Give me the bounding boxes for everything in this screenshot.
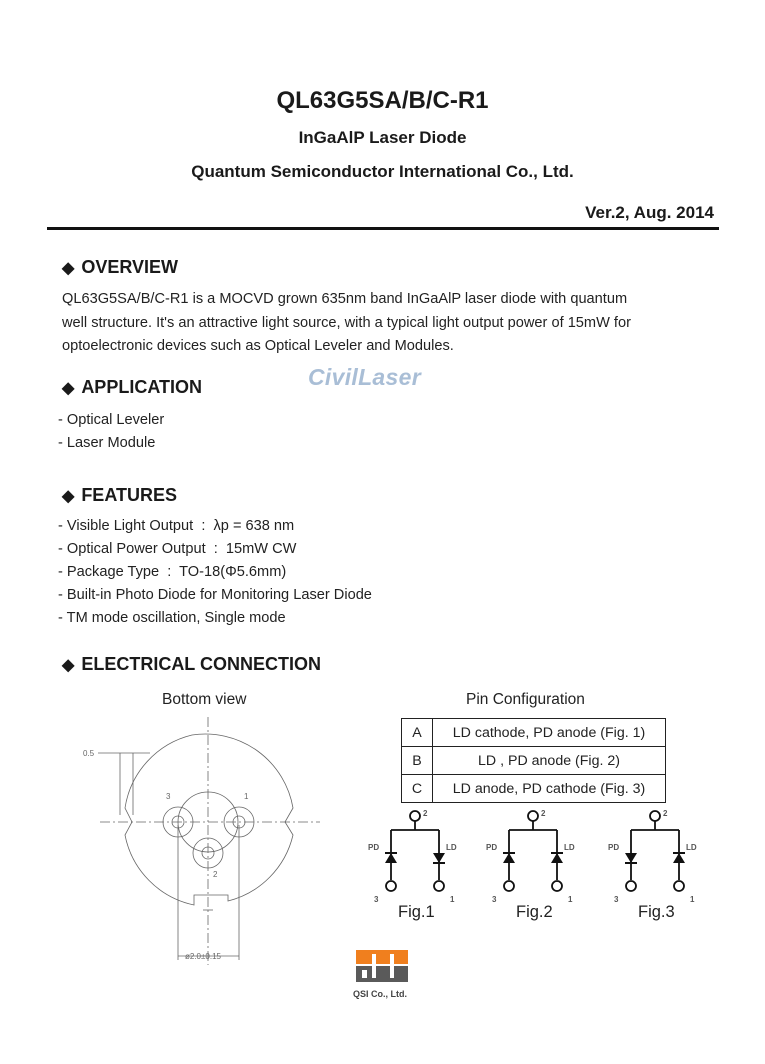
header-divider bbox=[47, 227, 719, 230]
ld-label: LD bbox=[564, 843, 575, 852]
pin-1-label: 1 bbox=[568, 895, 573, 904]
ld-diode-icon-triangle bbox=[673, 853, 685, 863]
overview-heading-text: OVERVIEW bbox=[81, 257, 179, 277]
pin-2-label: 2 bbox=[423, 809, 428, 818]
pin-config-table bbox=[401, 718, 666, 803]
circuit-fig-1 bbox=[360, 808, 470, 908]
pin-key: A bbox=[402, 719, 433, 747]
ld-diode-icon-triangle bbox=[433, 853, 445, 863]
application-heading bbox=[62, 377, 202, 398]
table-row bbox=[402, 747, 666, 775]
ld-label: LD bbox=[446, 843, 457, 852]
pin-1-label: 1 bbox=[450, 895, 455, 904]
diamond-bullet-icon: ◆ bbox=[62, 259, 75, 277]
dim-diameter-label: ø2.0±0.15 bbox=[185, 952, 221, 961]
list-item: - Optical Leveler bbox=[58, 412, 165, 428]
overview-line: well structure. It's an attractive light source, with a typical light output power of 15mW for bbox=[62, 314, 631, 331]
pin-2-label: 2 bbox=[663, 809, 668, 818]
list-item: - Built-in Photo Diode for Monitoring Laser Diode bbox=[58, 587, 372, 603]
pin-value: LD anode, PD cathode (Fig. 3) bbox=[433, 775, 666, 803]
list-item: - Laser Module bbox=[58, 435, 156, 451]
diamond-bullet-icon: ◆ bbox=[62, 379, 75, 397]
pin-value: LD cathode, PD anode (Fig. 1) bbox=[433, 719, 666, 747]
pin-3-label: 3 bbox=[614, 895, 619, 904]
document-subtitle: InGaAlP Laser Diode bbox=[298, 128, 467, 147]
pin-3-terminal bbox=[504, 881, 514, 891]
pin-key: C bbox=[402, 775, 433, 803]
ld-diode-icon-triangle bbox=[551, 853, 563, 863]
qsi-logo bbox=[352, 948, 412, 1006]
pd-label: PD bbox=[608, 843, 620, 852]
pin-label-2: 2 bbox=[213, 870, 218, 879]
features-list bbox=[58, 515, 372, 630]
document-title: QL63G5SA/B/C-R1 bbox=[276, 87, 489, 114]
pin-3-label: 3 bbox=[492, 895, 497, 904]
package-outline bbox=[125, 734, 293, 905]
pin-label-3: 3 bbox=[166, 792, 171, 801]
fig-2-label: Fig.2 bbox=[516, 903, 553, 921]
company-name: Quantum Semiconductor International Co., Ltd. bbox=[191, 162, 574, 181]
pin-2-label: 2 bbox=[541, 809, 546, 818]
bottom-view-caption: Bottom view bbox=[162, 691, 247, 708]
pin-label-1: 1 bbox=[244, 792, 249, 801]
pd-diode-icon-triangle bbox=[625, 853, 637, 863]
list-item: - Optical Power Output : 15mW CW bbox=[58, 541, 297, 557]
pin-value: LD , PD anode (Fig. 2) bbox=[433, 747, 666, 775]
features-heading bbox=[62, 485, 177, 506]
circuit-fig-3 bbox=[600, 808, 710, 908]
pin-2-terminal bbox=[528, 811, 538, 821]
pin-config-caption: Pin Configuration bbox=[466, 691, 585, 708]
pd-diode-icon-triangle bbox=[503, 853, 515, 863]
list-item: - TM mode oscillation, Single mode bbox=[58, 610, 286, 626]
electrical-heading bbox=[62, 654, 321, 675]
table-row bbox=[402, 719, 666, 747]
overview-heading bbox=[62, 257, 178, 278]
list-item: - Package Type : TO-18(Φ5.6mm) bbox=[58, 564, 287, 580]
dim-offset-label: 0.5 bbox=[83, 749, 95, 758]
pin-1-terminal bbox=[434, 881, 444, 891]
pd-diode-icon-triangle bbox=[385, 853, 397, 863]
application-heading-text: APPLICATION bbox=[81, 377, 202, 397]
diamond-bullet-icon: ◆ bbox=[62, 487, 75, 505]
pin-1-terminal bbox=[552, 881, 562, 891]
pd-label: PD bbox=[368, 843, 380, 852]
pin-3-label: 3 bbox=[374, 895, 379, 904]
qsi-logo-icon bbox=[352, 948, 412, 984]
table-row bbox=[402, 775, 666, 803]
list-item: - Visible Light Output : λp = 638 nm bbox=[58, 518, 295, 534]
fig-1-label: Fig.1 bbox=[398, 903, 435, 921]
overview-text bbox=[62, 288, 722, 359]
version-date: Ver.2, Aug. 2014 bbox=[585, 203, 714, 222]
application-list bbox=[58, 409, 164, 455]
electrical-heading-text: ELECTRICAL CONNECTION bbox=[81, 654, 321, 674]
pin-1-label: 1 bbox=[690, 895, 695, 904]
qsi-logo-text: QSI Co., Ltd. bbox=[353, 989, 407, 999]
features-heading-text: FEATURES bbox=[81, 485, 177, 505]
pin-1-terminal bbox=[674, 881, 684, 891]
pin-2-terminal bbox=[410, 811, 420, 821]
pin-3-terminal bbox=[386, 881, 396, 891]
pin-3-terminal bbox=[626, 881, 636, 891]
pd-label: PD bbox=[486, 843, 498, 852]
diamond-bullet-icon: ◆ bbox=[62, 656, 75, 674]
civillaser-watermark: CivilLaser bbox=[308, 364, 421, 390]
ld-label: LD bbox=[686, 843, 697, 852]
overview-line: QL63G5SA/B/C-R1 is a MOCVD grown 635nm band InGaAlP laser diode with quantum bbox=[62, 291, 628, 307]
bottom-view-drawing bbox=[70, 715, 330, 975]
circuit-fig-2 bbox=[478, 808, 588, 908]
circuit-figures bbox=[360, 808, 705, 928]
pin-2-terminal bbox=[650, 811, 660, 821]
fig-3-label: Fig.3 bbox=[638, 903, 675, 921]
overview-line: optoelectronic devices such as Optical Leveler and Modules. bbox=[62, 338, 454, 354]
pin-key: B bbox=[402, 747, 433, 775]
